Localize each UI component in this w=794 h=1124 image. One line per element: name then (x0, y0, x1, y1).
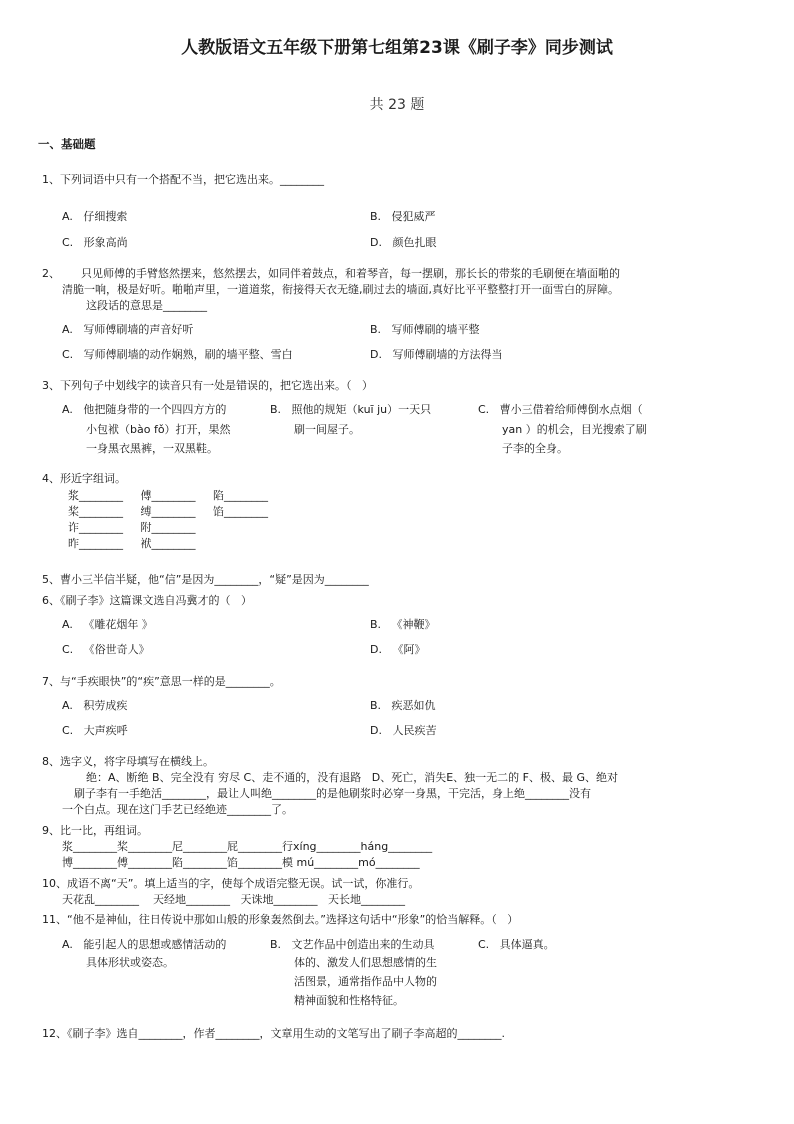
q6-option-d[interactable]: D. 《阿》 (370, 643, 426, 656)
q11-option-c[interactable]: C. 具体逼真。 (478, 938, 555, 951)
section-heading: 一、基础题 (38, 137, 96, 151)
q7-option-b[interactable]: B. 疾恶如仇 (370, 699, 436, 712)
q11-option-a-line2: 具体形状或姿态。 (86, 956, 174, 969)
q7-option-c[interactable]: C. 大声疾呼 (62, 724, 128, 737)
q7-stem: 7、与“手疾眼快”的“疾”意思一样的是________。 (42, 675, 281, 688)
page-title: 人教版语文五年级下册第七组第23课《刷子李》同步测试 (181, 38, 613, 58)
q4-row2[interactable]: 桨________ 缚________ 馅________ (68, 505, 268, 518)
q12-stem[interactable]: 12、《刷子李》选自________，作者________，文章用生动的文笔写出了刷子李高超的________. (42, 1027, 505, 1040)
q2-option-c[interactable]: C. 写师傅刷墙的动作娴熟，刷的墙平整、雪白 (62, 348, 293, 361)
q3-option-c-line3: 子李的全身。 (502, 442, 568, 455)
q9-row2[interactable]: 博________傅________陷________馅________模 mú________mó________ (62, 856, 420, 869)
q2-stem-line1: 2、 只见师傅的手臂悠然摆来，悠然摆去，如同伴着鼓点，和着琴音，每一摆刷，那长长的带浆的毛刷便在墙面啪的 (42, 267, 620, 280)
q3-option-b-line1[interactable]: B. 照他的规矩（kuī ju）一天只 (270, 403, 432, 416)
q9-stem: 9、比一比，再组词。 (42, 824, 148, 837)
q11-stem: 11、“他不是神仙，往日传说中那如山般的形象轰然倒去。”选择这句话中“形象”的恰当解释。（ ） (42, 913, 519, 926)
q3-option-c-line2: yan ）的机会，目光搜索了刷 (502, 423, 647, 436)
q3-option-a-line3: 一身黑衣黑裤，一双黑鞋。 (86, 442, 218, 455)
q3-option-b-line2: 刷一间屋子。 (294, 423, 360, 436)
q6-stem: 6、《刷子李》这篇课文选自冯冀才的（ ） (42, 594, 252, 607)
q1-option-d[interactable]: D. 颜色扎眼 (370, 236, 437, 249)
q6-option-c[interactable]: C. 《俗世奇人》 (62, 643, 150, 656)
question-count: 共 23 题 (369, 97, 425, 113)
q7-option-a[interactable]: A. 积劳成疾 (62, 699, 128, 712)
q5-stem[interactable]: 5、曹小三半信半疑，他“信”是因为________，“疑”是因为________ (42, 573, 369, 586)
q7-option-d[interactable]: D. 人民疾苦 (370, 724, 437, 737)
q2-stem-line2: 清脆一响，极是好听。啪啪声里，一道道浆，衔接得天衣无缝,刷过去的墙面,真好比平平整整打开一面雪白的屏障。 (62, 283, 619, 296)
q11-option-a-line1[interactable]: A. 能引起人的思想或感情活动的 (62, 938, 227, 951)
q10-row1[interactable]: 天花乱________ 天经地________ 天诛地________ 天长地________ (62, 893, 405, 906)
q3-stem: 3、下列句子中划线字的读音只有一处是错误的，把它选出来。（ ） (42, 379, 373, 392)
q2-stem-line3: 这段话的意思是________ (86, 299, 207, 312)
q6-option-a[interactable]: A. 《雕花烟年 》 (62, 618, 153, 631)
q4-row1[interactable]: 浆________ 傅________ 陷________ (68, 489, 268, 502)
q3-option-a-line1[interactable]: A. 他把随身带的一个四四方方的 (62, 403, 227, 416)
q9-row1[interactable]: 浆________桨________尼________屁________行xíng________háng________ (62, 840, 433, 853)
q8-passage-line2[interactable]: 一个白点。现在这门手艺已经绝迹________了。 (62, 803, 293, 816)
q2-option-d[interactable]: D. 写师傅刷墙的方法得当 (370, 348, 503, 361)
q4-stem: 4、形近字组词。 (42, 472, 126, 485)
q11-option-b-line3: 活图景，通常指作品中人物的 (294, 975, 437, 988)
q11-option-b-line4: 精神面貌和性格特征。 (294, 994, 404, 1007)
q2-option-b[interactable]: B. 写师傅刷的墙平整 (370, 323, 480, 336)
q8-passage-line1[interactable]: 刷子李有一手绝活________，最让人叫绝________的是他刷浆时必穿一身黑，干完活，身上绝________没有 (74, 787, 591, 800)
q11-option-b-line1[interactable]: B. 文艺作品中创造出来的生动具 (270, 938, 435, 951)
q1-option-a[interactable]: A. 仔细搜索 (62, 210, 128, 223)
q1-option-b[interactable]: B. 侵犯威严 (370, 210, 436, 223)
q4-row3[interactable]: 诈________ 附________ (68, 521, 196, 534)
q11-option-b-line2: 体的、激发人们思想感情的生 (294, 956, 437, 969)
q10-stem: 10、成语不离“天”。填上适当的字，使每个成语完整无误。试一试，你准行。 (42, 877, 420, 890)
q6-option-b[interactable]: B. 《神鞭》 (370, 618, 436, 631)
q3-option-c-line1[interactable]: C. 曹小三借着给师傅倒水点烟（ (478, 403, 643, 416)
q3-option-a-line2: 小包袱（bào fǒ）打开，果然 (86, 423, 231, 436)
q8-definitions: 绝：A、断绝 B、完全没有 穷尽 C、走不通的，没有退路 D、死亡，消失E、独一无二的 F、极、最 G、绝对 (86, 771, 618, 784)
q8-stem: 8、选字义，将字母填写在横线上。 (42, 755, 214, 768)
q1-option-c[interactable]: C. 形象高尚 (62, 236, 128, 249)
q2-option-a[interactable]: A. 写师傅刷墙的声音好听 (62, 323, 194, 336)
q4-row4[interactable]: 昨________ 袱________ (68, 537, 196, 550)
q1-stem: 1、下列词语中只有一个搭配不当，把它选出来。________ (42, 173, 324, 186)
